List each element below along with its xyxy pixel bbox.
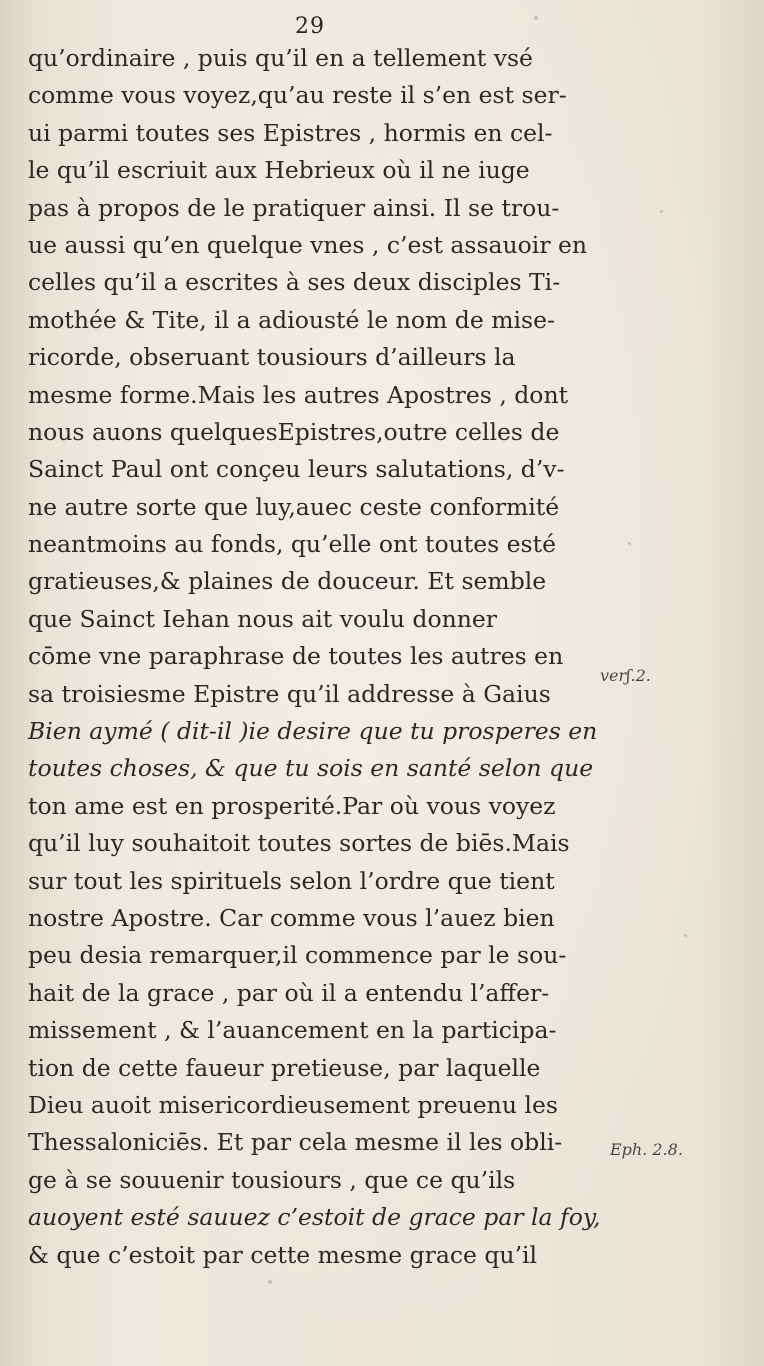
margin-note-verse: verʃ.2. (600, 666, 651, 685)
text-line-16: que Sainct Iehan nous ait voulu donner (28, 604, 498, 633)
text-line-5: pas à propos de le pratiquer ainsi. Il se trou- (28, 193, 560, 222)
text-line-8: mothée & Tite, il a adiousté le nom de mise- (28, 305, 555, 334)
text-line-29: Dieu auoit misericordieusement preuenu les (28, 1090, 558, 1119)
text-line-10: mesme forme.Mais les autres Apostres , dont (28, 380, 569, 409)
text-line-3: ui parmi toutes ses Epistres , hormis en cel- (28, 118, 553, 147)
paper-speck (684, 934, 687, 937)
text-line-26: hait de la grace , par où il a entendu l’affer- (28, 978, 550, 1007)
text-line-12: Sainct Paul ont conçeu leurs salutations, d’v- (28, 455, 565, 484)
page-number: 29 (295, 14, 325, 39)
text-line-18: sa troisiesme Epistre qu’il addresse à Gaius (28, 679, 551, 708)
body-text (28, 40, 601, 1274)
text-line-4: le qu’il escriuit aux Hebrieux où il ne iuge (28, 156, 530, 185)
text-line-7: celles qu’il a escrites à ses deux disciples Ti- (28, 268, 561, 297)
text-line-20: toutes choses, & que tu sois en santé selon que (28, 754, 594, 783)
text-line-1: qu’ordinaire , puis qu’il en a tellement vsé (28, 44, 533, 72)
text-line-32: auoyent esté sauuez c’estoit de grace par la foy, (28, 1203, 601, 1232)
text-line-14: neantmoins au fonds, qu’elle ont toutes esté (28, 530, 556, 559)
text-line-13: ne autre sorte que luy,auec ceste conformité (28, 492, 560, 521)
text-line-31: ge à se souuenir tousiours , que ce qu’ils (28, 1165, 516, 1194)
text-line-28: tion de cette faueur pretieuse, par laquelle (28, 1053, 541, 1082)
margin-note-ephesians: Eph. 2.8. (610, 1140, 683, 1159)
text-line-11: nous auons quelquesEpistres,outre celles de (28, 417, 560, 446)
paper-speck (628, 542, 631, 545)
paper-speck (660, 210, 663, 213)
paper-speck (534, 16, 538, 20)
text-line-25: peu desia remarquer,il commence par le sou- (28, 941, 567, 970)
text-line-27: missement , & l’auancement en la participa- (28, 1016, 557, 1045)
text-line-23: sur tout les spirituels selon l’ordre que tient (28, 866, 555, 895)
text-line-17: cōme vne paraphrase de toutes les autres en (28, 642, 564, 671)
text-line-6: ue aussi qu’en quelque vnes , c’est assauoir en (28, 230, 588, 259)
paper-speck (268, 1280, 272, 1284)
text-line-2: comme vous voyez,qu’au reste il s’en est ser- (28, 81, 567, 110)
text-line-30: Thessaloniciēs. Et par cela mesme il les obli- (28, 1128, 563, 1157)
text-line-33: & que c’estoit par cette mesme grace qu’il (28, 1240, 538, 1269)
text-line-21: ton ame est en prosperité.Par où vous voyez (28, 791, 556, 820)
text-line-19: Bien aymé ( dit-il )ie desire que tu prosperes en (28, 717, 598, 746)
text-line-9: ricorde, obseruant tousiours d’ailleurs la (28, 343, 516, 372)
text-line-22: qu’il luy souhaitoit toutes sortes de biēs.Mais (28, 829, 570, 858)
text-line-15: gratieuses,& plaines de douceur. Et semble (28, 567, 547, 596)
text-line-24: nostre Apostre. Car comme vous l’auez bien (28, 903, 555, 932)
